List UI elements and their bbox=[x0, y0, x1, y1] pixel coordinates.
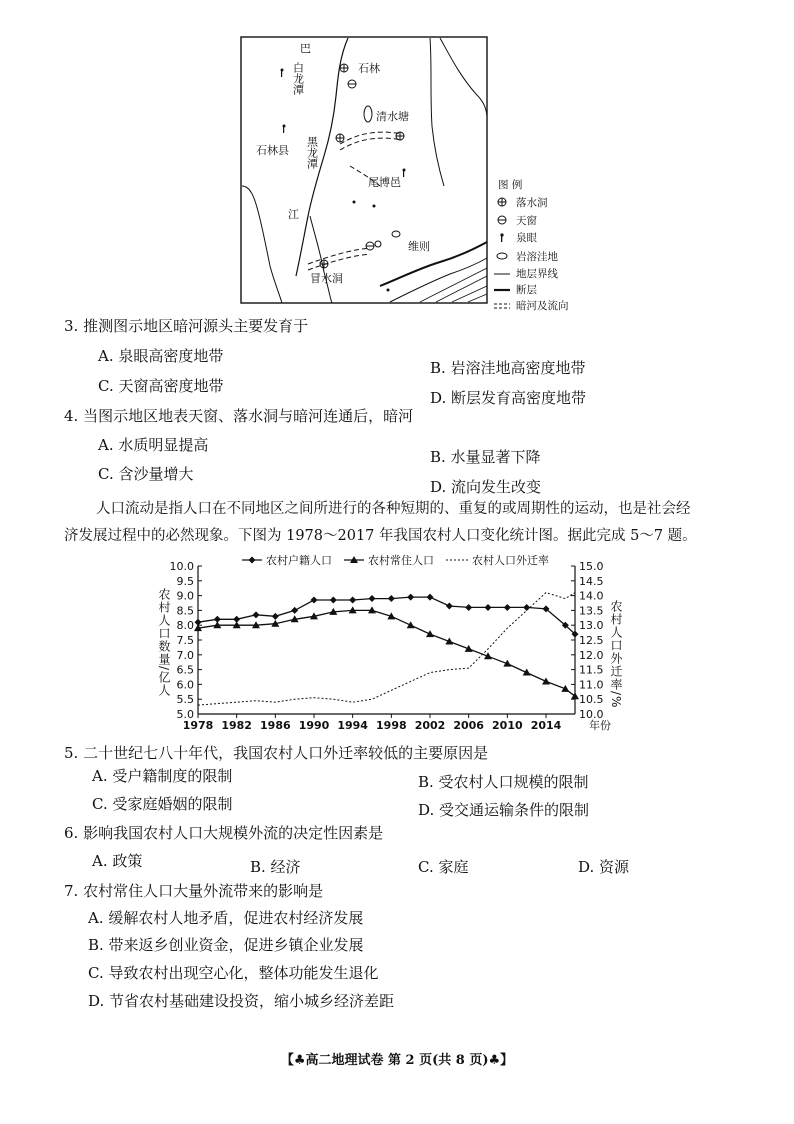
y-right-tick-label: 13.0 bbox=[579, 619, 604, 633]
series-point-diamond bbox=[349, 597, 356, 604]
label-jiang: 江 bbox=[288, 208, 299, 221]
series-point-diamond bbox=[291, 607, 298, 614]
x-tick-label: 2002 bbox=[414, 719, 446, 732]
y-left-tick-label: 6.0 bbox=[176, 678, 194, 692]
y-left-axis-label: 农村人口数量/亿人 bbox=[157, 588, 171, 698]
label-qingshuitang: 清水塘 bbox=[376, 110, 409, 123]
legend-label-hukou: 农村户籍人口 bbox=[266, 554, 332, 567]
passage-line-1: 人口流动是指人口在不同地区之间所进行的各种短期的、重复的或周期性的运动，也是社会经 bbox=[96, 501, 691, 517]
series-point-diamond bbox=[388, 595, 395, 602]
y-right-tick-label: 14.5 bbox=[579, 574, 604, 588]
series-point-diamond bbox=[311, 597, 318, 604]
x-tick-label: 1998 bbox=[376, 719, 407, 732]
q5-option-a[interactable]: A. 受户籍制度的限制 bbox=[92, 767, 233, 785]
label-maoshuidong: 冒水洞 bbox=[310, 272, 343, 285]
y-left-tick-label: 9.5 bbox=[176, 574, 194, 588]
series-point-triangle bbox=[426, 630, 434, 637]
series-point-triangle bbox=[542, 677, 550, 684]
y-right-tick-label: 10.0 bbox=[579, 708, 604, 721]
series-point-diamond bbox=[272, 613, 279, 620]
legend-item-underground-river: 暗河及流向 bbox=[516, 300, 569, 312]
x-axis-label: 年份 bbox=[589, 719, 611, 732]
y-right-axis-label: 农村人口外迁率/% bbox=[609, 600, 623, 709]
y-left-tick-label: 7.5 bbox=[176, 634, 194, 647]
series-point-diamond bbox=[427, 594, 434, 601]
q4-option-a[interactable]: A. 水质明显提高 bbox=[98, 436, 209, 454]
q7-option-b[interactable]: B. 带来返乡创业资金，促进乡镇企业发展 bbox=[88, 936, 364, 954]
q7-option-c[interactable]: C. 导致农村出现空心化，整体功能发生退化 bbox=[88, 964, 379, 982]
label-weize: 维则 bbox=[408, 240, 430, 253]
y-right-tick-label: 12.5 bbox=[579, 634, 604, 647]
y-right-tick-label: 14.0 bbox=[579, 589, 604, 603]
question-7-stem: 7. 农村常住人口大量外流带来的影响是 bbox=[64, 882, 324, 900]
series-point-diamond bbox=[369, 595, 376, 602]
x-tick-label: 1986 bbox=[260, 719, 291, 732]
legend-title: 图 例 bbox=[498, 179, 523, 191]
legend-item-tianchuang: 天窗 bbox=[516, 215, 537, 227]
y-left-tick-label: 10.0 bbox=[169, 560, 194, 573]
population-chart bbox=[150, 554, 623, 740]
legend-item-quanyan: 泉眼 bbox=[516, 232, 537, 244]
x-tick-label: 1978 bbox=[182, 719, 214, 732]
passage-line-2: 济发展过程中的必然现象。下图为 1978～2017 年我国农村人口变化统计图。据此完成 5～7 题。 bbox=[64, 528, 697, 544]
y-right-tick-label: 13.5 bbox=[579, 604, 604, 618]
legend-item-fault: 断层 bbox=[516, 284, 537, 296]
x-tick-label: 1990 bbox=[298, 719, 330, 732]
q3-option-b[interactable]: B. 岩溶洼地高密度地带 bbox=[430, 359, 586, 377]
x-tick-label: 1982 bbox=[221, 719, 252, 732]
q5-option-b[interactable]: B. 受农村人口规模的限制 bbox=[418, 773, 589, 791]
y-right-tick-label: 10.5 bbox=[579, 693, 604, 707]
series-point-triangle bbox=[407, 621, 415, 628]
y-right-tick-label: 11.5 bbox=[579, 663, 604, 677]
label-ba: 巴 bbox=[300, 42, 311, 55]
series-line-2 bbox=[198, 593, 575, 706]
y-left-tick-label: 6.5 bbox=[176, 663, 194, 677]
legend-item-karst-depression: 岩溶洼地 bbox=[516, 251, 558, 263]
y-right-tick-label: 12.0 bbox=[579, 648, 604, 662]
q3-option-d[interactable]: D. 断层发育高密度地带 bbox=[430, 389, 587, 407]
label-heilongtan: 黑龙潭 bbox=[305, 136, 319, 169]
series-point-diamond bbox=[485, 604, 492, 611]
y-left-tick-label: 9.0 bbox=[176, 589, 194, 603]
question-4-stem: 4. 当图示地区地表天窗、落水洞与暗河连通后，暗河 bbox=[64, 407, 414, 425]
label-weiboyi: 尾博邑 bbox=[368, 176, 401, 189]
label-bailongtan: 白龙潭 bbox=[291, 62, 305, 95]
series-point-diamond bbox=[407, 594, 414, 601]
q6-option-c[interactable]: C. 家庭 bbox=[418, 858, 469, 876]
legend-item-luoshuidong: 落水洞 bbox=[516, 197, 548, 209]
y-left-tick-label: 5.5 bbox=[176, 693, 194, 707]
q7-option-d[interactable]: D. 节省农村基础建设投资，缩小城乡经济差距 bbox=[88, 992, 395, 1010]
y-left-tick-label: 8.5 bbox=[176, 604, 194, 618]
karst-map bbox=[240, 36, 569, 312]
q4-option-d[interactable]: D. 流向发生改变 bbox=[430, 478, 542, 496]
series-line-1 bbox=[198, 610, 575, 696]
series-point-diamond bbox=[465, 604, 472, 611]
legend-item-strata-boundary: 地层界线 bbox=[516, 268, 558, 280]
series-point-diamond bbox=[446, 602, 453, 609]
x-tick-label: 1994 bbox=[337, 719, 368, 732]
question-6-stem: 6. 影响我国农村人口大规模外流的决定性因素是 bbox=[64, 824, 384, 842]
population-chart-svg bbox=[150, 554, 623, 740]
legend-label-changzhu: 农村常住人口 bbox=[368, 554, 434, 567]
series-point-triangle bbox=[523, 669, 531, 676]
q3-option-c[interactable]: C. 天窗高密度地带 bbox=[98, 377, 224, 395]
y-left-tick-label: 5.0 bbox=[176, 708, 194, 721]
q6-option-b[interactable]: B. 经济 bbox=[250, 858, 301, 876]
x-tick-label: 2006 bbox=[453, 719, 484, 732]
karst-map-svg bbox=[240, 36, 569, 312]
y-right-tick-label: 11.0 bbox=[579, 678, 604, 692]
question-5-stem: 5. 二十世纪七八十年代，我国农村人口外迁率较低的主要原因是 bbox=[64, 744, 489, 762]
y-right-tick-label: 15.0 bbox=[579, 560, 604, 573]
series-point-diamond bbox=[504, 604, 511, 611]
x-tick-label: 2010 bbox=[492, 719, 523, 732]
label-shilinxian: 石林县 bbox=[256, 144, 289, 157]
q7-option-a[interactable]: A. 缓解农村人地矛盾，促进农村经济发展 bbox=[88, 909, 364, 927]
legend-marker-diamond bbox=[249, 557, 256, 564]
q5-option-d[interactable]: D. 受交通运输条件的限制 bbox=[418, 801, 590, 819]
map-legend bbox=[494, 178, 569, 312]
label-shilin: 石林 bbox=[358, 62, 380, 75]
q4-option-b[interactable]: B. 水量显著下降 bbox=[430, 448, 541, 466]
q6-option-d[interactable]: D. 资源 bbox=[578, 858, 630, 876]
q3-option-a[interactable]: A. 泉眼高密度地带 bbox=[98, 347, 224, 365]
q4-option-c[interactable]: C. 含沙量增大 bbox=[98, 465, 194, 483]
series-point-diamond bbox=[330, 597, 337, 604]
q6-option-a[interactable]: A. 政策 bbox=[92, 852, 143, 870]
question-3-stem: 3. 推测图示地区暗河源头主要发育于 bbox=[64, 317, 309, 335]
q5-option-c[interactable]: C. 受家庭婚姻的限制 bbox=[92, 795, 233, 813]
legend-label-waiqian: 农村人口外迁率 bbox=[472, 554, 549, 567]
y-left-tick-label: 8.0 bbox=[176, 619, 194, 633]
y-left-tick-label: 7.0 bbox=[176, 648, 194, 662]
x-tick-label: 2014 bbox=[530, 719, 562, 732]
page-footer: 【♣高二地理试卷 第 2 页(共 8 页)♣】 bbox=[280, 1053, 514, 1068]
series-point-diamond bbox=[253, 611, 260, 618]
